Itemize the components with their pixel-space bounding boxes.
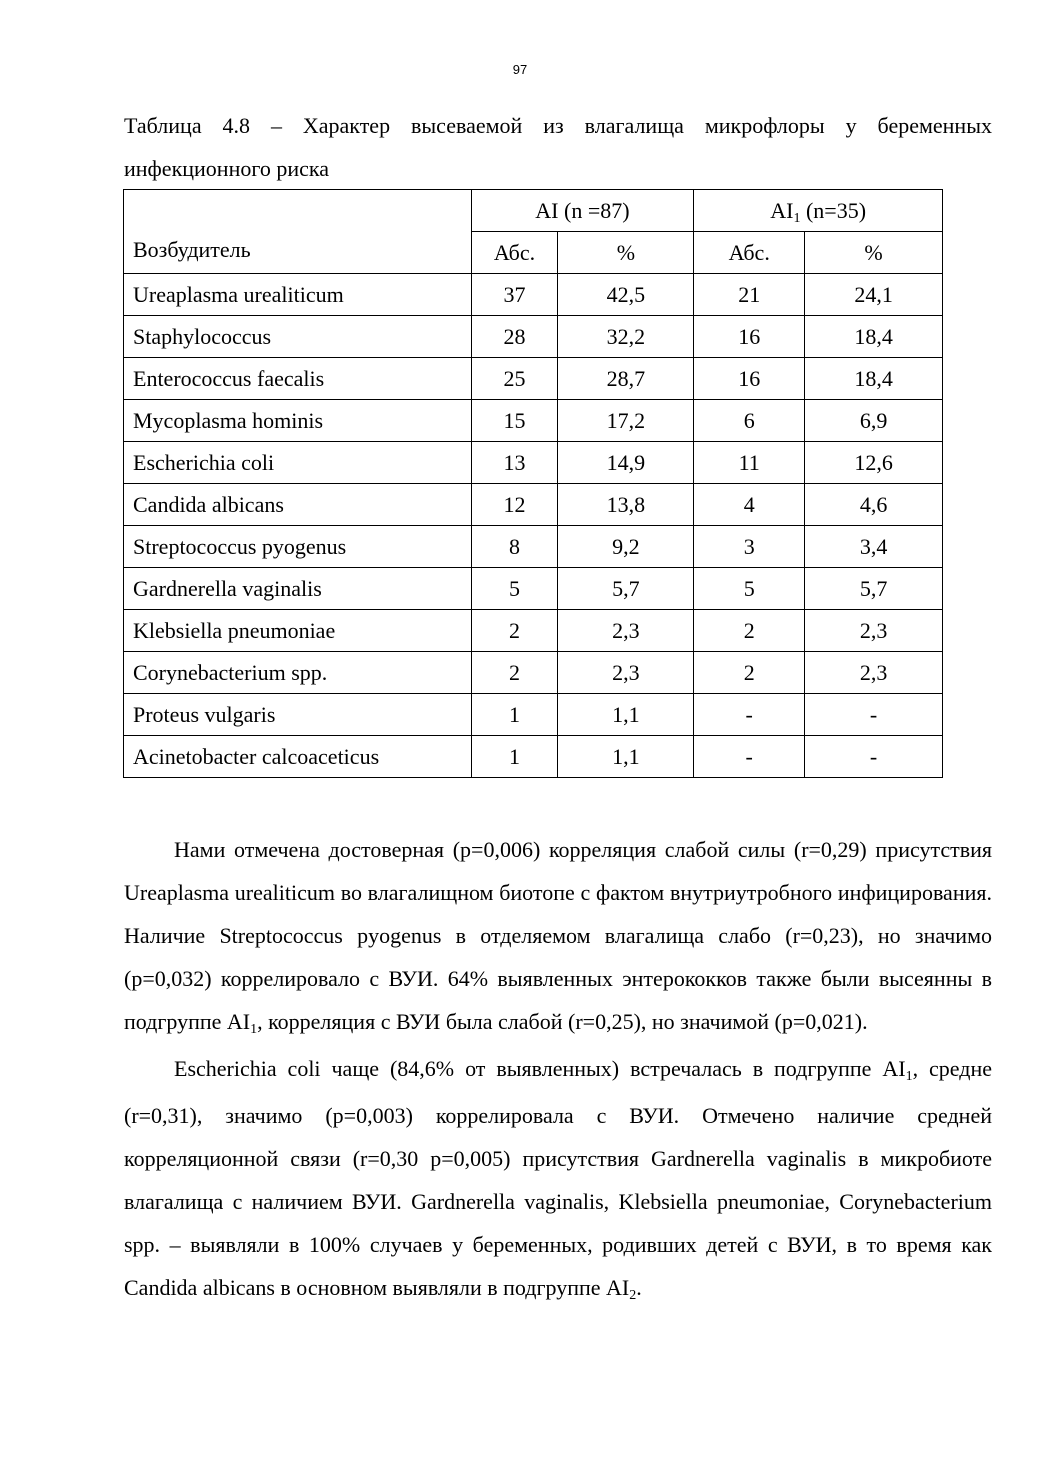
header-group-ai1-post: (n=35) <box>800 197 867 223</box>
value-cell-a1: 8 <box>471 526 558 568</box>
table-row <box>124 400 943 442</box>
value-cell-p1: 2,3 <box>558 652 694 694</box>
paragraph-1 <box>124 828 992 1047</box>
paragraph-1-sub: 1 <box>250 1022 258 1037</box>
value-cell-p2: 2,3 <box>805 652 943 694</box>
header-abs-1: Абс. <box>471 232 558 274</box>
header-abs-2: Абс. <box>694 232 805 274</box>
pathogen-name-cell: Staphylococcus <box>124 316 472 358</box>
value-cell-p1: 9,2 <box>558 526 694 568</box>
table-row <box>124 274 943 316</box>
paragraph-2-sub-2: 2 <box>629 1288 637 1303</box>
pathogen-name-cell: Proteus vulgaris <box>124 694 472 736</box>
value-cell-p1: 5,7 <box>558 568 694 610</box>
value-cell-p1: 42,5 <box>558 274 694 316</box>
value-cell-a1: 13 <box>471 442 558 484</box>
pathogen-name-cell: Acinetobacter calcoaceticus <box>124 736 472 778</box>
value-cell-a1: 2 <box>471 610 558 652</box>
pathogen-name-cell: Streptococcus pyogenus <box>124 526 472 568</box>
value-cell-p2: 18,4 <box>805 358 943 400</box>
pathogen-name-cell: Escherichia coli <box>124 442 472 484</box>
value-cell-p2: 4,6 <box>805 484 943 526</box>
value-cell-a2: 3 <box>694 526 805 568</box>
table-row <box>124 484 943 526</box>
value-cell-p1: 28,7 <box>558 358 694 400</box>
pathogen-name-cell: Mycoplasma hominis <box>124 400 472 442</box>
paragraph-2-text-a: Escherichia coli чаще (84,6% от выявленных) встречалась в подгруппе AI <box>174 1056 906 1081</box>
value-cell-a2: 16 <box>694 316 805 358</box>
value-cell-p2: 6,9 <box>805 400 943 442</box>
value-cell-a2: 2 <box>694 652 805 694</box>
value-cell-p2: - <box>805 694 943 736</box>
microflora-table <box>123 189 943 778</box>
table-row <box>124 358 943 400</box>
value-cell-p1: 17,2 <box>558 400 694 442</box>
table-header-row-1 <box>124 190 943 232</box>
table-row <box>124 442 943 484</box>
value-cell-a2: 21 <box>694 274 805 316</box>
pathogen-name-cell: Candida albicans <box>124 484 472 526</box>
value-cell-p2: - <box>805 736 943 778</box>
value-cell-a2: - <box>694 736 805 778</box>
table-row <box>124 694 943 736</box>
pathogen-name-cell: Ureaplasma urealiticum <box>124 274 472 316</box>
caption-line-2: инфекционного риска <box>124 156 329 181</box>
value-cell-p2: 2,3 <box>805 610 943 652</box>
value-cell-a1: 37 <box>471 274 558 316</box>
value-cell-a2: 5 <box>694 568 805 610</box>
value-cell-a1: 2 <box>471 652 558 694</box>
body-text <box>124 828 992 1313</box>
paragraph-2-text-b: , средне (r=0,31), значимо (p=0,003) коррелировала с ВУИ. Отмечено наличие средней корреляционной связи (r=0,30 p=0,005) присутствия Gardnerella vaginalis в микробиоте влагалища с наличием ВУИ. Gardnerella vaginalis, Klebsiella pneumoniae, Corynebacterium spp. – выявляли в 100% случаев у беременных, родивших детей с ВУИ, в то время как Candida albicans в основном выявляли в подгруппе AI <box>124 1056 992 1300</box>
paragraph-1-text-b: , корреляция с ВУИ была слабой (r=0,25), но значимой (p=0,021). <box>257 1009 868 1034</box>
header-group-ai1-sub: 1 <box>793 210 801 226</box>
value-cell-p2: 24,1 <box>805 274 943 316</box>
value-cell-a2: 4 <box>694 484 805 526</box>
value-cell-p2: 3,4 <box>805 526 943 568</box>
paragraph-1-text-a: Нами отмечена достоверная (p=0,006) корреляция слабой силы (r=0,29) присутствия Ureaplasma urealiticum во влагалищном биотопе с фактом внутриутробного инфицирования. Наличие Streptococcus pyogenus в отделяемом влагалища слабо (r=0,23), но значимо (p=0,032) коррелировало с ВУИ. 64% выявленных энтерококков также были высеянны в подгруппе AI <box>124 837 992 1034</box>
value-cell-p2: 18,4 <box>805 316 943 358</box>
header-group-ai1 <box>694 190 943 232</box>
table-row <box>124 568 943 610</box>
value-cell-p1: 1,1 <box>558 694 694 736</box>
header-pathogen: Возбудитель <box>124 190 472 274</box>
paragraph-2 <box>124 1047 992 1313</box>
pathogen-name-cell: Enterococcus faecalis <box>124 358 472 400</box>
value-cell-a2: 16 <box>694 358 805 400</box>
value-cell-a2: 6 <box>694 400 805 442</box>
pathogen-name-cell: Klebsiella pneumoniae <box>124 610 472 652</box>
table-row <box>124 610 943 652</box>
value-cell-p1: 2,3 <box>558 610 694 652</box>
header-group-ai1-pre: AI <box>770 197 794 223</box>
value-cell-p2: 5,7 <box>805 568 943 610</box>
value-cell-a2: - <box>694 694 805 736</box>
header-group-ai: AI (n =87) <box>471 190 694 232</box>
table-row <box>124 652 943 694</box>
table-caption <box>124 104 992 190</box>
value-cell-a2: 2 <box>694 610 805 652</box>
value-cell-p2: 12,6 <box>805 442 943 484</box>
table-row <box>124 736 943 778</box>
value-cell-a1: 28 <box>471 316 558 358</box>
pathogen-name-cell: Gardnerella vaginalis <box>124 568 472 610</box>
value-cell-p1: 32,2 <box>558 316 694 358</box>
value-cell-a1: 1 <box>471 736 558 778</box>
value-cell-a1: 25 <box>471 358 558 400</box>
value-cell-a1: 12 <box>471 484 558 526</box>
pathogen-name-cell: Corynebacterium spp. <box>124 652 472 694</box>
page-number: 97 <box>512 62 528 77</box>
table-row <box>124 526 943 568</box>
value-cell-p1: 1,1 <box>558 736 694 778</box>
value-cell-a2: 11 <box>694 442 805 484</box>
header-pct-1: % <box>558 232 694 274</box>
value-cell-a1: 5 <box>471 568 558 610</box>
value-cell-a1: 1 <box>471 694 558 736</box>
paragraph-2-sub-1: 1 <box>905 1069 913 1084</box>
value-cell-a1: 15 <box>471 400 558 442</box>
value-cell-p1: 14,9 <box>558 442 694 484</box>
table-row <box>124 316 943 358</box>
caption-line-1: Таблица 4.8 – Характер высеваемой из влагалища микрофлоры у беременных <box>124 113 992 138</box>
value-cell-p1: 13,8 <box>558 484 694 526</box>
header-pct-2: % <box>805 232 943 274</box>
paragraph-2-text-c: . <box>636 1275 642 1300</box>
